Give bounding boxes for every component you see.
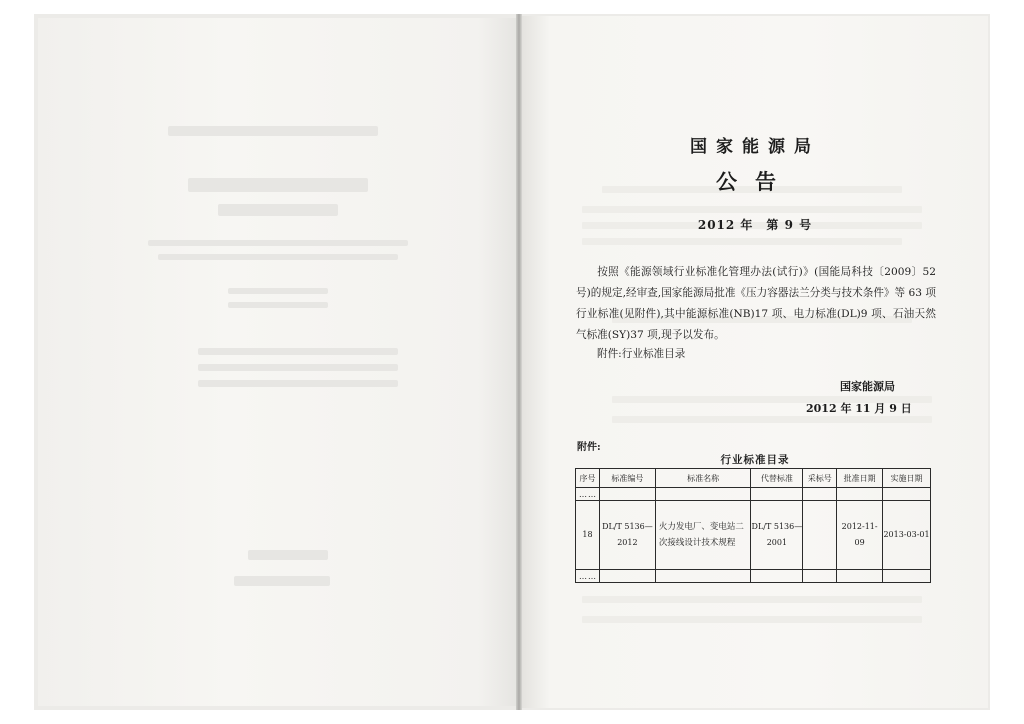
table-row-ellipsis — [576, 570, 931, 583]
col-header-effective: 实施日期 — [883, 469, 931, 488]
table-row-ellipsis — [576, 488, 931, 501]
table-header-row — [576, 469, 931, 488]
col-header-replaces: 代替标准 — [751, 469, 803, 488]
attachment-label: 附件: — [577, 442, 601, 453]
catalog-title: 行业标准目录 — [720, 454, 790, 466]
ellipsis-cell: …… — [576, 570, 600, 583]
col-header-approved: 批准日期 — [837, 469, 883, 488]
signature-org: 国家能源局 — [840, 380, 895, 393]
col-header-no: 序号 — [576, 469, 600, 488]
issue-number: 2012 年 第 9 号 — [697, 218, 813, 232]
table-row — [576, 501, 931, 570]
notice-paragraph: 按照《能源领域行业标准化管理办法(试行)》(国能局科技〔2009〕52 号)的规定,经审查,国家能源局批准《压力容器法兰分类与技术条件》等 63 项行业标准(见附件),其中能源标准(NB)17 项、电力标准(DL)9 项、石油天然气标准(SY)37 项,现予以发布。 — [576, 266, 936, 341]
right-page — [522, 16, 988, 708]
signature-date: 2012 年 11 月 9 日 — [806, 402, 912, 415]
cell-no: 18 — [576, 501, 600, 570]
notice-title: 公告 — [716, 169, 794, 194]
cell-adopted — [803, 501, 837, 570]
cell-approved: 2012-11-09 — [837, 501, 883, 570]
notice-body — [576, 262, 936, 346]
col-header-std-no: 标准编号 — [599, 469, 655, 488]
standards-table — [575, 468, 931, 583]
cell-name: 火力发电厂、变电站二次接线设计技术规程 — [655, 501, 751, 570]
attachment-note: 附件:行业标准目录 — [597, 348, 686, 360]
cell-effective: 2013-03-01 — [883, 501, 931, 570]
cell-std-no: DL/T 5136—2012 — [599, 501, 655, 570]
col-header-adopted: 采标号 — [803, 469, 837, 488]
ellipsis-cell: …… — [576, 488, 600, 501]
cell-replaces: DL/T 5136—2001 — [751, 501, 803, 570]
agency-heading: 国家能源局 — [690, 137, 820, 157]
left-page-blank — [38, 18, 516, 706]
col-header-name: 标准名称 — [655, 469, 751, 488]
